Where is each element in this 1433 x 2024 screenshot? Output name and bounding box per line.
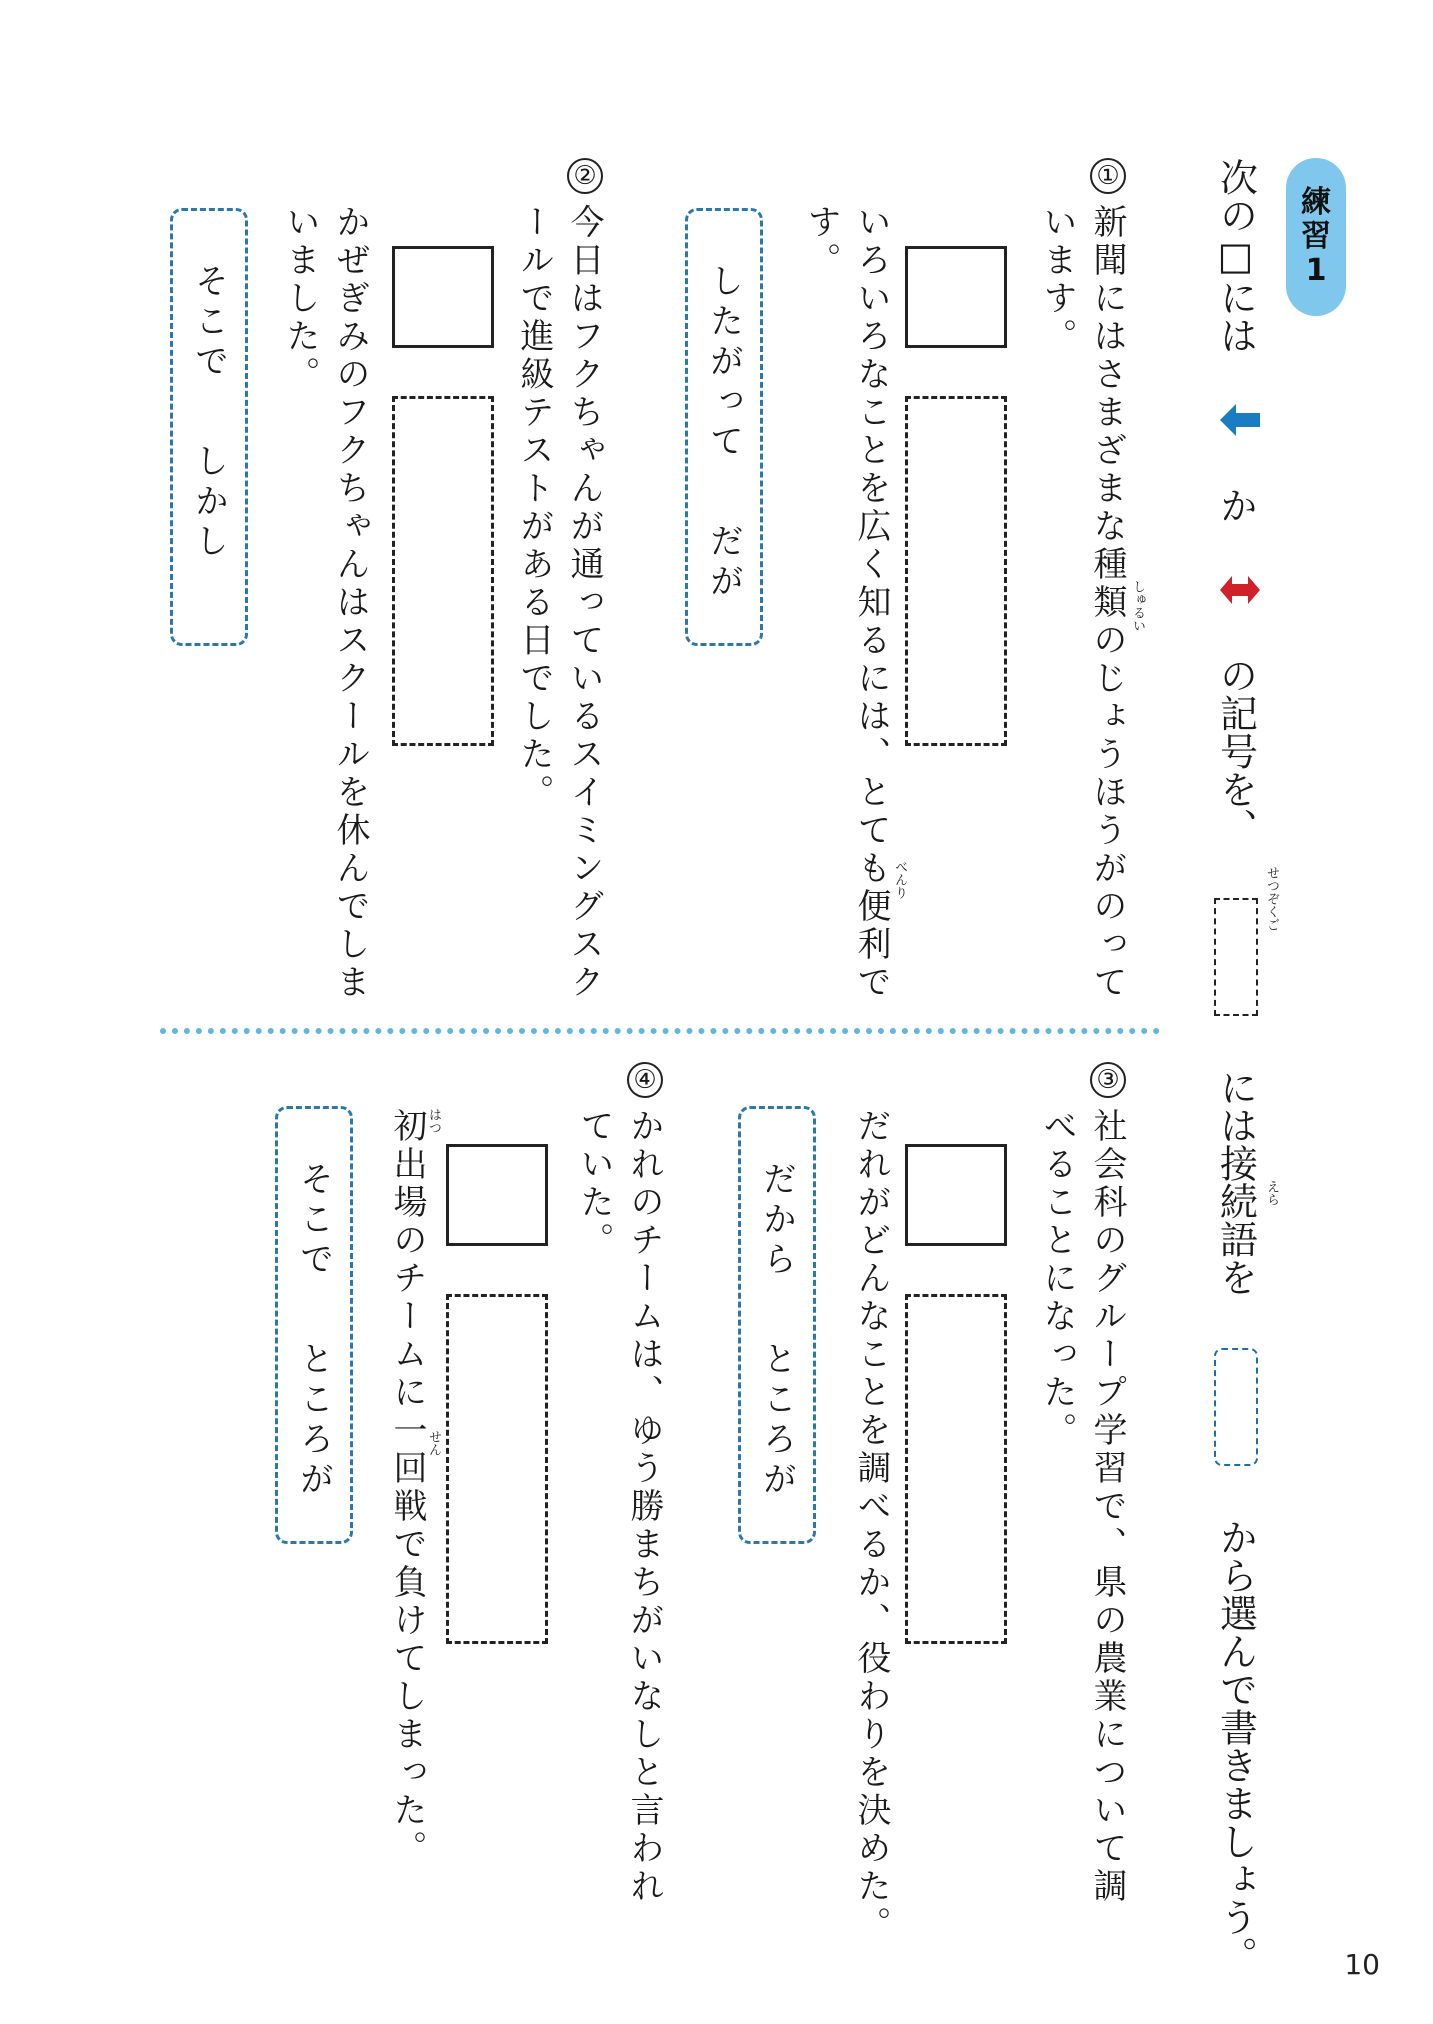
instruction-part5: から選んで書きましょう。 bbox=[1213, 1518, 1258, 1974]
q1-choices bbox=[700, 211, 749, 643]
q1-conjunction-answer-box[interactable] bbox=[905, 396, 1007, 746]
q1-line2: います。 bbox=[1037, 204, 1077, 356]
q3-line1: 社会科のグループ学習で、県の農業について調 bbox=[1087, 1108, 1127, 1906]
q4-choice-2: ところが bbox=[293, 1341, 334, 1501]
q3-choices bbox=[753, 1109, 802, 1541]
q1-ruby-benri: べんり bbox=[892, 860, 907, 899]
instruction-part3: の記号を、 bbox=[1213, 656, 1258, 846]
question-number-3: ③ bbox=[1090, 1062, 1126, 1098]
q2-choices bbox=[185, 211, 234, 643]
q2-line3: かぜぎみのフクちゃんはスクールを休んでしま bbox=[330, 204, 370, 1002]
q4-conjunction-answer-box[interactable] bbox=[446, 1294, 548, 1644]
q1-choice-2: だが bbox=[703, 523, 744, 603]
q3-choice-2: ところが bbox=[756, 1341, 797, 1501]
q4-choice-box bbox=[275, 1106, 353, 1544]
q4-ruby-sen: せん bbox=[426, 1430, 441, 1456]
q1-line3: いろいろなことを広く知るには、とても便利で bbox=[851, 204, 891, 1002]
q1-ruby-shurui: しゅるい bbox=[1130, 580, 1145, 632]
q2-arrow-answer-box[interactable] bbox=[392, 246, 494, 348]
choice-box-icon bbox=[1214, 1348, 1258, 1466]
exercise-badge bbox=[1286, 158, 1346, 316]
q1-choice-1: したがって bbox=[703, 263, 744, 463]
section-divider bbox=[160, 1028, 1160, 1034]
blue-left-arrow-icon bbox=[1224, 398, 1268, 442]
q2-conjunction-answer-box[interactable] bbox=[392, 396, 494, 746]
q2-choice-2: しかし bbox=[188, 443, 229, 563]
question-number-2: ② bbox=[567, 158, 603, 194]
instruction bbox=[1212, 158, 1268, 1974]
badge-char-3: 1 bbox=[1305, 253, 1327, 288]
q2-line4: いました。 bbox=[280, 204, 320, 394]
badge-char-1: 練 bbox=[1301, 185, 1331, 220]
q4-choice-1: そこで bbox=[293, 1161, 334, 1281]
dashed-box-icon bbox=[1214, 898, 1258, 1016]
q4-ruby-hatsu: はつ bbox=[426, 1108, 441, 1134]
question-number-4: ④ bbox=[627, 1062, 663, 1098]
ruby-era: えら bbox=[1264, 1180, 1279, 1206]
instruction-part4: には接続語を bbox=[1213, 1068, 1258, 1296]
q2-choice-1: そこで bbox=[188, 263, 229, 383]
q2-line1: 今日はフクちゃんが通っているスイミングスク bbox=[564, 204, 604, 1002]
q3-line2: べることになった。 bbox=[1037, 1108, 1077, 1450]
badge-char-2: 習 bbox=[1301, 219, 1331, 254]
q1-choice-box bbox=[685, 208, 763, 646]
q4-line3: 初出場のチームに一回戦で負けてしまった。 bbox=[387, 1108, 427, 1868]
q4-choices bbox=[290, 1109, 339, 1541]
q1-arrow-answer-box[interactable] bbox=[905, 246, 1007, 348]
q4-line1: かれのチームは、ゆう勝まちがいなしと言われ bbox=[624, 1108, 664, 1906]
q3-choice-1: だから bbox=[756, 1161, 797, 1281]
q4-arrow-answer-box[interactable] bbox=[446, 1144, 548, 1246]
question-number-1: ① bbox=[1090, 158, 1126, 194]
q3-choice-box bbox=[738, 1106, 816, 1544]
instruction-part2: か bbox=[1213, 486, 1258, 524]
page-number: 10 bbox=[1344, 1948, 1380, 1981]
q1-line4: す。 bbox=[801, 204, 841, 280]
q3-line3: だれがどんなことを調べるか、役わりを決めた。 bbox=[851, 1108, 891, 1944]
q1-line1: 新聞にはさまざまな種類のじょうほうがのって bbox=[1087, 204, 1127, 1002]
q3-arrow-answer-box[interactable] bbox=[905, 1144, 1007, 1246]
q4-line2: ていた。 bbox=[574, 1108, 614, 1260]
q2-choice-box bbox=[170, 208, 248, 646]
red-double-arrow-icon bbox=[1224, 568, 1268, 612]
q2-line2: ールで進級テストがある日でした。 bbox=[514, 204, 554, 812]
ruby-setsuzokugo: せつぞくご bbox=[1264, 866, 1279, 931]
instruction-part1: 次の□には bbox=[1213, 158, 1258, 354]
q3-conjunction-answer-box[interactable] bbox=[905, 1294, 1007, 1644]
